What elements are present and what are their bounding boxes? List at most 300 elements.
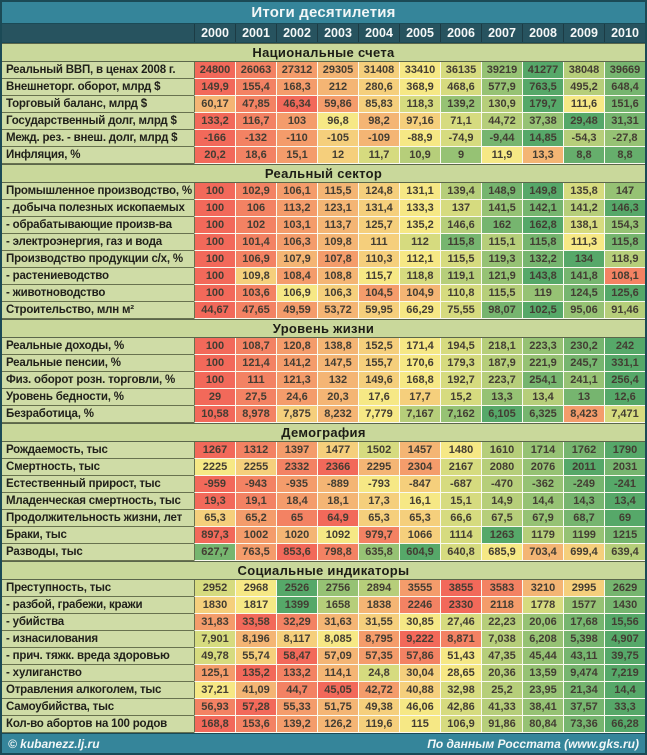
table-row [2, 459, 645, 476]
value-cell: 80,84 [522, 716, 563, 733]
value-cell: 21,34 [563, 682, 604, 699]
value-cell: 102,9 [235, 183, 276, 200]
value-cell: 102,5 [522, 302, 563, 319]
value-cell: 113,7 [317, 217, 358, 234]
value-cell: 53,72 [317, 302, 358, 319]
value-cell: 2526 [276, 580, 317, 597]
section-header: Уровень жизни [2, 319, 645, 338]
value-cell: 245,7 [563, 355, 604, 372]
footer-source: По данным Росстата (www.gks.ru) [427, 736, 639, 751]
table-row [2, 355, 645, 372]
table-row [2, 699, 645, 716]
value-cell: 168,3 [276, 79, 317, 96]
value-cell: 15,1 [276, 147, 317, 164]
value-cell: 85,83 [358, 96, 399, 113]
year-column-header: 2008 [522, 24, 563, 42]
value-cell: 1179 [522, 527, 563, 544]
value-cell: 32,98 [440, 682, 481, 699]
value-cell: 107,9 [276, 251, 317, 268]
value-cell: -362 [522, 476, 563, 493]
row-label: Самоубийства, тыс [2, 699, 194, 716]
value-cell: 280,6 [358, 79, 399, 96]
value-cell: -9,44 [481, 130, 522, 147]
value-cell: 187,9 [481, 355, 522, 372]
value-cell: 1092 [317, 527, 358, 544]
value-cell: 121,9 [481, 268, 522, 285]
value-cell: 121,4 [235, 355, 276, 372]
value-cell: 106,9 [440, 716, 481, 733]
value-cell: 1477 [317, 442, 358, 459]
value-cell: 49,38 [358, 699, 399, 716]
value-cell: 106,1 [276, 183, 317, 200]
row-label: Инфляция, % [2, 147, 194, 164]
table-row [2, 716, 645, 733]
value-cell: 139,4 [440, 183, 481, 200]
value-cell: 8,085 [317, 631, 358, 648]
value-cell: 8,423 [563, 406, 604, 423]
value-cell: 33,58 [235, 614, 276, 631]
value-cell: 133,3 [399, 200, 440, 217]
value-cell: 648,4 [604, 79, 645, 96]
table-row [2, 130, 645, 147]
row-label: - убийства [2, 614, 194, 631]
value-cell: 75,55 [440, 302, 481, 319]
year-column-header: 2003 [317, 24, 358, 42]
value-cell: 135,2 [235, 665, 276, 682]
row-label: - разбой, грабежи, кражи [2, 597, 194, 614]
value-cell: 2076 [522, 459, 563, 476]
table-row [2, 648, 645, 665]
table-row [2, 493, 645, 510]
value-cell: 192,7 [440, 372, 481, 389]
value-cell: 120,8 [276, 338, 317, 355]
value-cell: 119,6 [358, 716, 399, 733]
value-cell: 139,2 [440, 96, 481, 113]
value-cell: 26063 [235, 62, 276, 79]
value-cell: 6,105 [481, 406, 522, 423]
value-cell: 8,8 [563, 147, 604, 164]
value-cell: 68,7 [563, 510, 604, 527]
value-cell: 16,1 [399, 493, 440, 510]
value-cell: 57,09 [317, 648, 358, 665]
value-cell: 15,2 [440, 389, 481, 406]
value-cell: 24800 [194, 62, 235, 79]
value-cell: 95,06 [563, 302, 604, 319]
value-cell: 9 [440, 147, 481, 164]
value-cell: 115,8 [604, 234, 645, 251]
value-cell: 59,86 [317, 96, 358, 113]
value-cell: 142,1 [522, 200, 563, 217]
year-column-header: 2000 [194, 24, 235, 42]
section-header: Национальные счета [2, 43, 645, 62]
value-cell: 2756 [317, 580, 358, 597]
value-cell: 162 [481, 217, 522, 234]
value-cell: 66,6 [440, 510, 481, 527]
value-cell: 135,8 [563, 183, 604, 200]
value-cell: -943 [235, 476, 276, 493]
value-cell: 146,3 [604, 200, 645, 217]
value-cell: 132 [317, 372, 358, 389]
value-cell: -935 [276, 476, 317, 493]
value-cell: 37,38 [522, 113, 563, 130]
value-cell: 3210 [522, 580, 563, 597]
value-cell: 103,1 [276, 217, 317, 234]
table-row [2, 597, 645, 614]
value-cell: 2629 [604, 580, 645, 597]
row-label: Браки, тыс [2, 527, 194, 544]
row-label: Разводы, тыс [2, 544, 194, 561]
year-header-spacer [2, 24, 194, 42]
value-cell: 20,06 [522, 614, 563, 631]
value-cell: 115,8 [440, 234, 481, 251]
value-cell: 1399 [276, 597, 317, 614]
value-cell: 2330 [440, 597, 481, 614]
value-cell: 38,41 [522, 699, 563, 716]
row-label: Государственный долг, млрд $ [2, 113, 194, 130]
value-cell: -110 [276, 130, 317, 147]
row-label: Физ. оборот розн. торговли, % [2, 372, 194, 389]
year-column-header: 2001 [235, 24, 276, 42]
value-cell: 1838 [358, 597, 399, 614]
value-cell: 171,4 [399, 338, 440, 355]
value-cell: 15,1 [440, 493, 481, 510]
value-cell: 24,8 [358, 665, 399, 682]
value-cell: 115,8 [522, 234, 563, 251]
value-cell: 146,6 [440, 217, 481, 234]
value-cell: 111 [235, 372, 276, 389]
value-cell: 2167 [440, 459, 481, 476]
value-cell: 1778 [522, 597, 563, 614]
value-cell: 155,4 [235, 79, 276, 96]
value-cell: 1658 [317, 597, 358, 614]
table-row [2, 183, 645, 200]
value-cell: -166 [194, 130, 235, 147]
value-cell: 33,3 [604, 699, 645, 716]
value-cell: 3555 [399, 580, 440, 597]
value-cell: 2225 [194, 459, 235, 476]
value-cell: 639,4 [604, 544, 645, 561]
row-label: Строительство, млн м² [2, 302, 194, 319]
value-cell: 39,75 [604, 648, 645, 665]
value-cell: 13,3 [522, 147, 563, 164]
year-column-header: 2006 [440, 24, 481, 42]
value-cell: 2031 [604, 459, 645, 476]
value-cell: 100 [194, 355, 235, 372]
value-cell: 2255 [235, 459, 276, 476]
value-cell: 7,901 [194, 631, 235, 648]
value-cell: 7,162 [440, 406, 481, 423]
section-header: Демография [2, 423, 645, 442]
value-cell: 130,9 [481, 96, 522, 113]
value-cell: 179,7 [522, 96, 563, 113]
value-cell: 65,3 [358, 510, 399, 527]
page-title: Итоги десятилетия [2, 2, 645, 24]
value-cell: 14,9 [481, 493, 522, 510]
value-cell: 44,7 [276, 682, 317, 699]
table-row [2, 79, 645, 96]
value-cell: 134 [563, 251, 604, 268]
table-row [2, 442, 645, 459]
value-cell: 2995 [563, 580, 604, 597]
value-cell: 1430 [604, 597, 645, 614]
value-cell: 42,86 [440, 699, 481, 716]
value-cell: 1762 [563, 442, 604, 459]
value-cell: 125,7 [358, 217, 399, 234]
value-cell: 45,05 [317, 682, 358, 699]
table-row [2, 665, 645, 682]
value-cell: 42,72 [358, 682, 399, 699]
row-label: Производство продукции с/х, % [2, 251, 194, 268]
section-header: Реальный сектор [2, 164, 645, 183]
value-cell: 1577 [563, 597, 604, 614]
value-cell: 2011 [563, 459, 604, 476]
value-cell: 141,2 [276, 355, 317, 372]
table-row [2, 200, 645, 217]
value-cell: 118,3 [399, 96, 440, 113]
value-cell: 100 [194, 285, 235, 302]
value-cell: 143,8 [522, 268, 563, 285]
value-cell: 91,86 [481, 716, 522, 733]
value-cell: 27312 [276, 62, 317, 79]
value-cell: 108,7 [235, 338, 276, 355]
value-cell: 468,6 [440, 79, 481, 96]
value-cell: 1397 [276, 442, 317, 459]
value-cell: 126,2 [317, 716, 358, 733]
value-cell: 763,5 [522, 79, 563, 96]
value-cell: 31408 [358, 62, 399, 79]
row-label: - прич. тяжк. вреда здоровью [2, 648, 194, 665]
value-cell: 119,3 [481, 251, 522, 268]
value-cell: 106,3 [276, 234, 317, 251]
row-label: Отравления алкоголем, тыс [2, 682, 194, 699]
value-cell: 162,8 [522, 217, 563, 234]
value-cell: 147,5 [317, 355, 358, 372]
table-row [2, 113, 645, 130]
value-cell: 18,6 [235, 147, 276, 164]
value-cell: 13 [563, 389, 604, 406]
value-cell: -687 [440, 476, 481, 493]
value-cell: 604,9 [399, 544, 440, 561]
value-cell: 2295 [358, 459, 399, 476]
value-cell: 29 [194, 389, 235, 406]
value-cell: 100 [194, 268, 235, 285]
value-cell: 1066 [399, 527, 440, 544]
value-cell: 100 [194, 338, 235, 355]
value-cell: 14,3 [563, 493, 604, 510]
row-label: Реальные пенсии, % [2, 355, 194, 372]
value-cell: 102 [235, 217, 276, 234]
value-cell: 27,5 [235, 389, 276, 406]
value-cell: 110,3 [358, 251, 399, 268]
value-cell: 58,47 [276, 648, 317, 665]
value-cell: 1114 [440, 527, 481, 544]
value-cell: 100 [194, 251, 235, 268]
value-cell: 100 [194, 183, 235, 200]
value-cell: 29305 [317, 62, 358, 79]
row-label: Безработица, % [2, 406, 194, 423]
value-cell: 106,9 [235, 251, 276, 268]
value-cell: 31,31 [604, 113, 645, 130]
value-cell: 1457 [399, 442, 440, 459]
table-row [2, 631, 645, 648]
value-cell: 138,1 [563, 217, 604, 234]
value-cell: 7,471 [604, 406, 645, 423]
value-cell: 2304 [399, 459, 440, 476]
value-cell: 699,4 [563, 544, 604, 561]
value-cell: 853,6 [276, 544, 317, 561]
row-label: Рождаемость, тыс [2, 442, 194, 459]
value-cell: 66,29 [399, 302, 440, 319]
row-label: - изнасилования [2, 631, 194, 648]
value-cell: 98,2 [358, 113, 399, 130]
value-cell: 59,95 [358, 302, 399, 319]
table-row [2, 285, 645, 302]
value-cell: 2894 [358, 580, 399, 597]
table-row [2, 251, 645, 268]
value-cell: 1020 [276, 527, 317, 544]
year-column-header: 2010 [604, 24, 645, 42]
value-cell: 28,65 [440, 665, 481, 682]
value-cell: 30,85 [399, 614, 440, 631]
value-cell: 179,3 [440, 355, 481, 372]
value-cell: 17,7 [399, 389, 440, 406]
value-cell: 104,5 [358, 285, 399, 302]
value-cell: 168,8 [194, 716, 235, 733]
value-cell: 6,325 [522, 406, 563, 423]
table-body [2, 43, 645, 733]
row-label: Смертность, тыс [2, 459, 194, 476]
value-cell: 106,3 [317, 285, 358, 302]
value-cell: 33410 [399, 62, 440, 79]
value-cell: 10,58 [194, 406, 235, 423]
row-label: - животноводство [2, 285, 194, 302]
value-cell: 1312 [235, 442, 276, 459]
value-cell: 703,4 [522, 544, 563, 561]
value-cell: 103 [276, 113, 317, 130]
row-label: Уровень бедности, % [2, 389, 194, 406]
table-row [2, 268, 645, 285]
value-cell: 31,63 [317, 614, 358, 631]
value-cell: 124,8 [358, 183, 399, 200]
value-cell: 14,85 [522, 130, 563, 147]
table-row [2, 96, 645, 113]
value-cell: 15,56 [604, 614, 645, 631]
table-row [2, 147, 645, 164]
value-cell: 12 [317, 147, 358, 164]
value-cell: 24,6 [276, 389, 317, 406]
value-cell: 73,36 [563, 716, 604, 733]
value-cell: 60,17 [194, 96, 235, 113]
value-cell: 37,21 [194, 682, 235, 699]
value-cell: 98,07 [481, 302, 522, 319]
value-cell: 14,4 [522, 493, 563, 510]
value-cell: 131,1 [399, 183, 440, 200]
section-header: Социальные индикаторы [2, 561, 645, 580]
value-cell: -132 [235, 130, 276, 147]
value-cell: 17,6 [358, 389, 399, 406]
table-row [2, 62, 645, 79]
value-cell: 41277 [522, 62, 563, 79]
value-cell: 979,7 [358, 527, 399, 544]
value-cell: 13,59 [522, 665, 563, 682]
value-cell: 218,1 [481, 338, 522, 355]
value-cell: 111,3 [563, 234, 604, 251]
value-cell: 3583 [481, 580, 522, 597]
row-label: Реальный ВВП, в ценах 2008 г. [2, 62, 194, 79]
value-cell: 1263 [481, 527, 522, 544]
year-column-header: 2009 [563, 24, 604, 42]
value-cell: 155,7 [358, 355, 399, 372]
value-cell: -27,8 [604, 130, 645, 147]
value-cell: 7,038 [481, 631, 522, 648]
value-cell: 7,779 [358, 406, 399, 423]
value-cell: 115,5 [481, 285, 522, 302]
value-cell: 7,875 [276, 406, 317, 423]
value-cell: 118,9 [604, 251, 645, 268]
value-cell: 12,6 [604, 389, 645, 406]
value-cell: 141,2 [563, 200, 604, 217]
value-cell: 110,8 [440, 285, 481, 302]
value-cell: 57,86 [399, 648, 440, 665]
value-cell: 55,33 [276, 699, 317, 716]
value-cell: 67,9 [522, 510, 563, 527]
value-cell: 108,1 [604, 268, 645, 285]
value-cell: 7,219 [604, 665, 645, 682]
value-cell: 256,4 [604, 372, 645, 389]
row-label: - хулиганство [2, 665, 194, 682]
value-cell: 67,5 [481, 510, 522, 527]
value-cell: 11,7 [358, 147, 399, 164]
value-cell: 4,907 [604, 631, 645, 648]
value-cell: 170,6 [399, 355, 440, 372]
value-cell: 763,5 [235, 544, 276, 561]
value-cell: 19,1 [235, 493, 276, 510]
value-cell: 114,1 [317, 665, 358, 682]
value-cell: 46,06 [399, 699, 440, 716]
value-cell: 627,7 [194, 544, 235, 561]
value-cell: 71,1 [440, 113, 481, 130]
value-cell: 51,43 [440, 648, 481, 665]
row-label: - обрабатывающие произв-ва [2, 217, 194, 234]
value-cell: 108,8 [317, 268, 358, 285]
value-cell: 137 [440, 200, 481, 217]
value-cell: 46,34 [276, 96, 317, 113]
value-cell: 148,9 [481, 183, 522, 200]
value-cell: 1199 [563, 527, 604, 544]
value-cell: 125,6 [604, 285, 645, 302]
row-label: Реальные доходы, % [2, 338, 194, 355]
table-row [2, 544, 645, 561]
table-row [2, 614, 645, 631]
value-cell: 18,4 [276, 493, 317, 510]
value-cell: 10,9 [399, 147, 440, 164]
value-cell: 11,9 [481, 147, 522, 164]
value-cell: 897,3 [194, 527, 235, 544]
value-cell: 138,8 [317, 338, 358, 355]
value-cell: 131,4 [358, 200, 399, 217]
row-label: Внешнеторг. оборот, млрд $ [2, 79, 194, 96]
value-cell: 109,8 [235, 268, 276, 285]
value-cell: 23,95 [522, 682, 563, 699]
value-cell: 8,795 [358, 631, 399, 648]
value-cell: 49,59 [276, 302, 317, 319]
value-cell: 31,55 [358, 614, 399, 631]
value-cell: -889 [317, 476, 358, 493]
value-cell: 119 [522, 285, 563, 302]
value-cell: 1830 [194, 597, 235, 614]
value-cell: 47,85 [235, 96, 276, 113]
value-cell: 51,75 [317, 699, 358, 716]
